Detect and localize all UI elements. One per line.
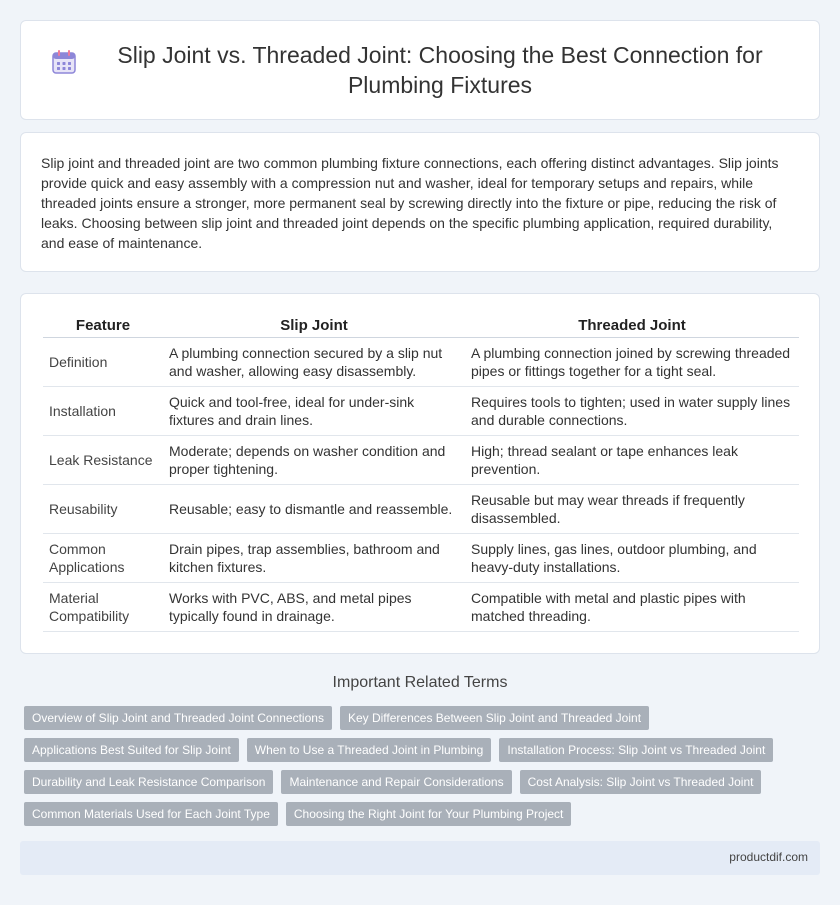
intro-text: Slip joint and threaded joint are two common plumbing fixture connections, each offering distinct advantages. Slip joints provide quick and easy assembly with a compression nut and washer, ideal for temporary setups and repairs, while threaded joints ensure a stronger, more permanent seal by screwing directly into the fixture or pipe, reducing the risk of leaks. Choosing between slip joint and threaded joint depends on the specific plumbing application, required durability, and ease of maintenance.	[41, 155, 779, 251]
table-row	[43, 485, 799, 534]
slip-joint-cell: A plumbing connection secured by a slip nut and washer, allowing easy disassembly.	[163, 338, 465, 387]
related-terms-title: Important Related Terms	[332, 674, 508, 691]
tag-row	[24, 770, 824, 794]
slip-joint-cell: Quick and tool-free, ideal for under-sink fixtures and drain lines.	[163, 387, 465, 436]
tag-row	[24, 706, 824, 730]
table-row	[43, 338, 799, 387]
threaded-joint-cell: A plumbing connection joined by screwing threaded pipes or fittings together for a tight seal.	[465, 338, 799, 387]
related-term-link[interactable]: Common Materials Used for Each Joint Type	[24, 802, 278, 826]
threaded-joint-cell: Requires tools to tighten; used in water supply lines and durable connections.	[465, 387, 799, 436]
related-term-link[interactable]: Applications Best Suited for Slip Joint	[24, 738, 239, 762]
header-slip-joint: Slip Joint	[163, 314, 465, 338]
related-term-link[interactable]: Cost Analysis: Slip Joint vs Threaded Joint	[520, 770, 762, 794]
footer-site-link[interactable]: productdif.com	[729, 850, 808, 864]
tag-row	[24, 802, 824, 826]
table-row	[43, 534, 799, 583]
threaded-joint-cell: Supply lines, gas lines, outdoor plumbing, and heavy-duty installations.	[465, 534, 799, 583]
threaded-joint-cell: Reusable but may wear threads if frequently disassembled.	[465, 485, 799, 534]
feature-cell: Leak Resistance	[43, 436, 163, 485]
feature-cell: Material Compatibility	[43, 583, 163, 632]
slip-joint-cell: Drain pipes, trap assemblies, bathroom and kitchen fixtures.	[163, 534, 465, 583]
feature-cell: Reusability	[43, 485, 163, 534]
page-title: Slip Joint vs. Threaded Joint: Choosing the Best Connection for Plumbing Fixtures	[117, 42, 763, 98]
header-feature: Feature	[43, 314, 163, 338]
comparison-table	[43, 314, 799, 632]
related-term-link[interactable]: When to Use a Threaded Joint in Plumbing	[247, 738, 492, 762]
footer-bar	[20, 841, 820, 875]
tag-row	[24, 738, 824, 762]
slip-joint-cell: Reusable; easy to dismantle and reassemble.	[163, 485, 465, 534]
related-term-link[interactable]: Maintenance and Repair Considerations	[281, 770, 511, 794]
table-row	[43, 583, 799, 632]
related-terms-list	[24, 706, 824, 834]
table-header-row	[43, 314, 799, 338]
header-card	[20, 20, 820, 120]
threaded-joint-cell: Compatible with metal and plastic pipes with matched threading.	[465, 583, 799, 632]
related-term-link[interactable]: Key Differences Between Slip Joint and Threaded Joint	[340, 706, 649, 730]
related-term-link[interactable]: Overview of Slip Joint and Threaded Joint Connections	[24, 706, 332, 730]
header-threaded-joint: Threaded Joint	[465, 314, 799, 338]
comparison-table-card	[20, 293, 820, 654]
related-term-link[interactable]: Durability and Leak Resistance Comparison	[24, 770, 273, 794]
intro-card	[20, 132, 820, 272]
table-row	[43, 387, 799, 436]
calendar-icon	[50, 48, 78, 76]
table-row	[43, 436, 799, 485]
threaded-joint-cell: High; thread sealant or tape enhances leak prevention.	[465, 436, 799, 485]
related-term-link[interactable]: Choosing the Right Joint for Your Plumbing Project	[286, 802, 572, 826]
slip-joint-cell: Works with PVC, ABS, and metal pipes typically found in drainage.	[163, 583, 465, 632]
slip-joint-cell: Moderate; depends on washer condition and proper tightening.	[163, 436, 465, 485]
feature-cell: Installation	[43, 387, 163, 436]
feature-cell: Common Applications	[43, 534, 163, 583]
related-term-link[interactable]: Installation Process: Slip Joint vs Threaded Joint	[499, 738, 773, 762]
feature-cell: Definition	[43, 338, 163, 387]
